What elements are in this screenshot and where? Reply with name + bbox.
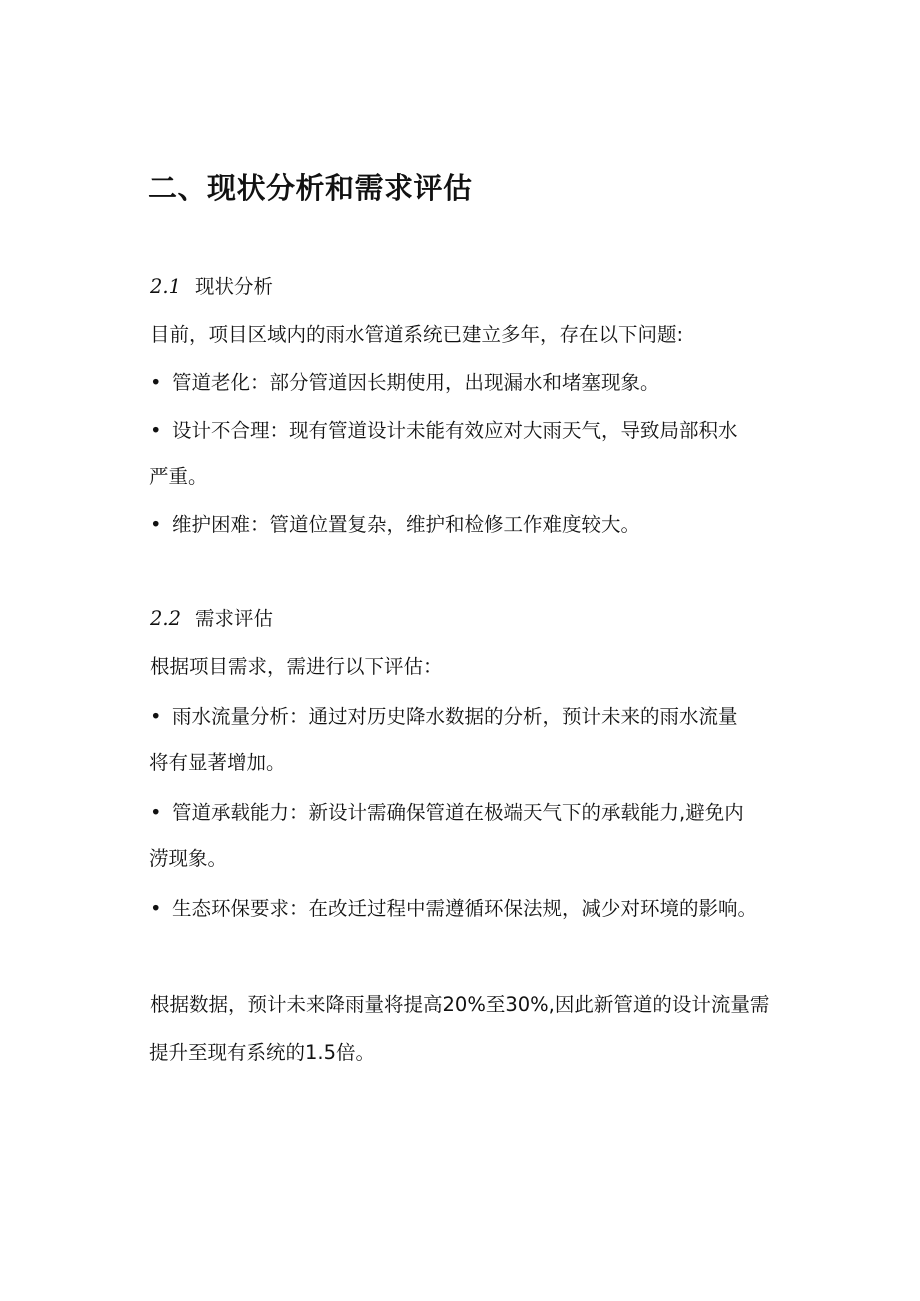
conclusion-paragraph-continuation: 提升至现有系统的1.5倍。: [149, 1041, 376, 1064]
list-item-text: 管道承载能力：新设计需确保管道在极端天气下的承载能力,避免内: [172, 801, 744, 824]
bullet-icon: •: [150, 801, 162, 824]
list-item-text: 维护困难：管道位置复杂，维护和检修工作难度较大。: [172, 513, 641, 536]
list-item-text: 设计不合理：现有管道设计未能有效应对大雨天气，导致局部积水: [172, 419, 738, 442]
current-status-intro: 目前，项目区域内的雨水管道系统已建立多年，存在以下问题:: [150, 323, 684, 346]
list-item: [150, 418, 738, 444]
list-item-text: 雨水流量分析：通过对历史降水数据的分析，预计未来的雨水流量: [172, 705, 738, 728]
subsection-number: 2.2: [150, 607, 182, 630]
bullet-icon: •: [150, 371, 162, 394]
list-item: [150, 704, 738, 730]
demand-assessment-intro: 根据项目需求，需进行以下评估：: [150, 655, 443, 678]
list-item: [150, 370, 660, 396]
list-item: [150, 896, 757, 922]
section-title: 二、现状分析和需求评估: [148, 171, 473, 205]
list-item-continuation: 将有显著增加。: [149, 751, 286, 774]
list-item-text: 管道老化：部分管道因长期使用，出现漏水和堵塞现象。: [172, 371, 660, 394]
conclusion-paragraph: 根据数据，预计未来降雨量将提高20%至30%,因此新管道的设计流量需: [150, 993, 770, 1016]
bullet-icon: •: [150, 513, 162, 536]
bullet-icon: •: [150, 705, 162, 728]
bullet-icon: •: [150, 419, 162, 442]
subsection-heading-current-status: [150, 274, 273, 300]
subsection-number: 2.1: [150, 275, 182, 298]
list-item-continuation: 严重。: [149, 465, 208, 488]
list-item: [150, 512, 640, 538]
subsection-title: 需求评估: [195, 607, 274, 630]
list-item: [150, 800, 744, 826]
bullet-icon: •: [150, 897, 162, 920]
list-item-text: 生态环保要求：在改迁过程中需遵循环保法规，减少对环境的影响。: [172, 897, 758, 920]
subsection-heading-demand-assessment: [150, 606, 273, 632]
list-item-continuation: 涝现象。: [149, 847, 228, 870]
subsection-title: 现状分析: [195, 275, 274, 298]
